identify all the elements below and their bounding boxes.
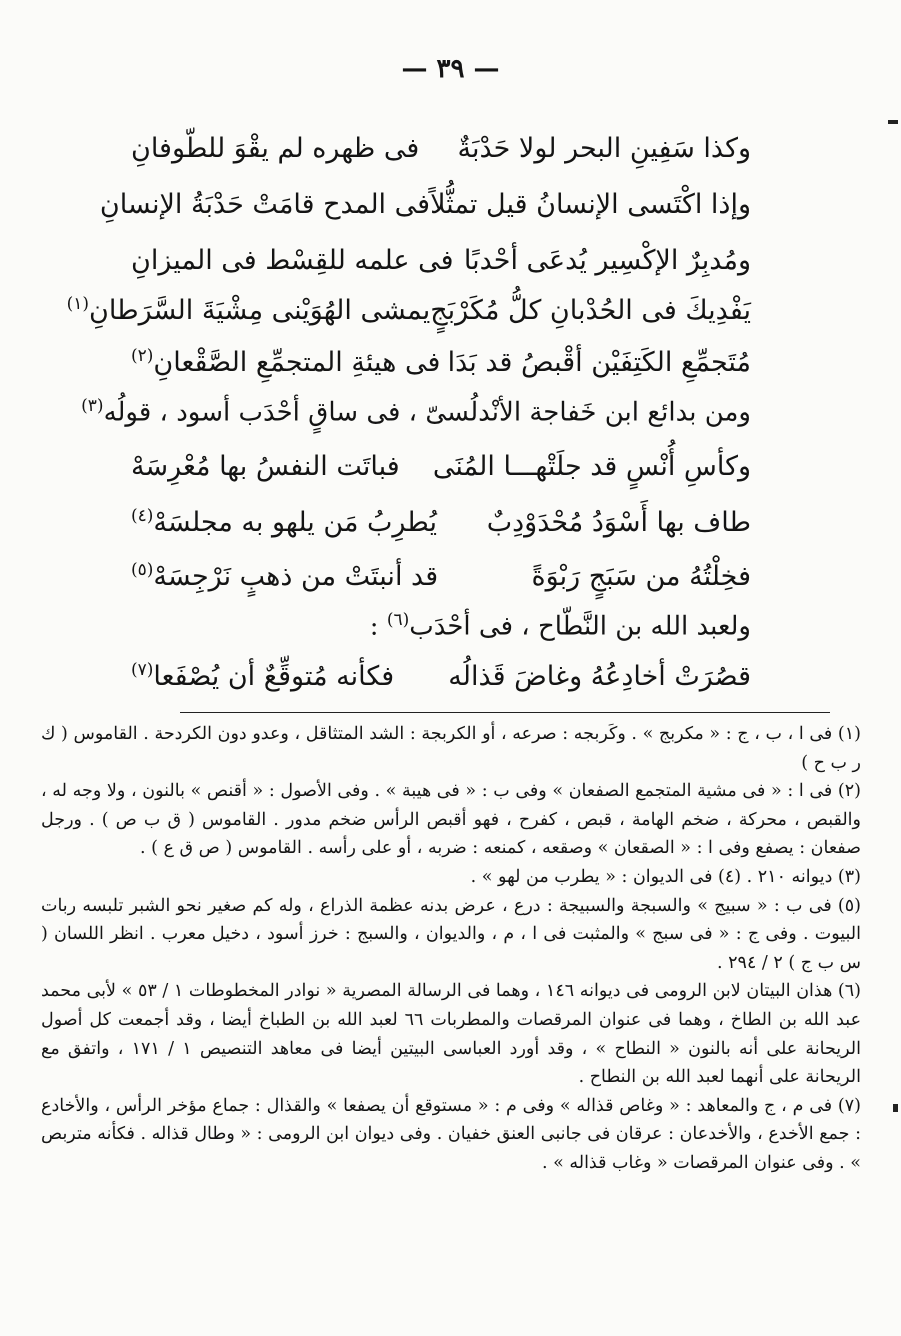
footnote-2: (٢) فى ا : « فى مشية المتجمع الصفعان » وفى ب : « فى هيبة » . وفى الأصول : « أقنص » بالنون ، ولا وجه له ، والقبص ، محركة ، ضخم الهامة ، قبص ، كفرح ، فهو أقبص الرأس ضخم مدور . القاموس ( ق ب ص ) . ورجل صفعان : يصفع وفى ا : « الصقعان » وصقعه ، كمنعه : ضربه ، أو على رأسه . القاموس ( ص ق ع ) .: [41, 781, 861, 859]
verse-5: [131, 334, 751, 390]
verse-hemistich-2: قد أنبتَتْ من ذهبٍ نَرْجِسَهْ$^{(٥)}$: [131, 560, 439, 592]
verse-hemistich-1: وإذا اكْتَسى الإنسانُ قيل تمثُّلاً: [430, 188, 751, 220]
footnote-ref: (١): [66, 294, 90, 314]
verse-hemistich-2: فى هيئةِ المتجمِّعِ الصَّقْعانِ$^{(٢)}$: [131, 346, 441, 378]
verse-hemistich-2: فى علمه للقِسْط فى الميزانِ: [131, 244, 454, 276]
footnote-ref: (٥): [131, 560, 154, 580]
verse-hemistich-1: طاف بها أَسْوَدُ مُحْدَوْدِبٌ: [486, 506, 751, 538]
verse-hemistich-2: فى ظهره لم يقْوَ للطّوفانِ: [131, 132, 420, 164]
verse-6: [131, 438, 751, 494]
verse-hemistich-1: مُتَجمِّعِ الكَتِفَيْن أقْبصُ قد بَدَا: [447, 346, 751, 378]
verse-hemistich-2: فى المدح قامَتْ حَدْبَةُ الإنسانِ: [99, 188, 431, 220]
footnote-5: (٥) فى ب : « سبيج » والسبجة والسبيجة : درع ، عرض بدنه عظمة الذراع ، وله كم صغير نحو الشبر تلبسه ربات البيوت . وفى ج : « فى سبج » والمثبت فى ا ، م ، والديوان ، والسبج : خرز أسود ، دخيل معرب . انظر اللسان ( س ب ج ) ٢ / ٢٩٤ .: [41, 895, 861, 973]
footnote-ref: (٢): [131, 346, 154, 366]
intro-ibn-khafaja: ومن بدائع ابن خَفاجة الأنْدلُسىّ ، فى ساقٍ أحْدَب أسود ، قولُه$^{(٣)}$: [81, 396, 751, 428]
footnote-ref: (٧): [131, 660, 154, 680]
footnote-ref: (٦): [386, 610, 410, 630]
verse-9: [131, 648, 751, 704]
verse-3: [131, 232, 751, 288]
verse-hemistich-1: فخِلْتُهُ من سَبَجٍ رَبْوَةً: [531, 560, 751, 592]
margin-mark: [893, 1104, 898, 1112]
footnote-ref: (٣): [81, 396, 104, 416]
footnote-divider: [180, 712, 830, 713]
footnote-ref: (٤): [131, 506, 154, 526]
page-number: — ٣٩ —: [401, 54, 500, 84]
footnotes: [41, 720, 861, 1178]
verse-hemistich-1: قصُرَتْ أخادِعُهُ وغاضَ قَذالُه: [448, 660, 751, 692]
verse-8: [131, 548, 751, 604]
verse-4: [66, 282, 751, 338]
footnote-1: (١) فى ا ، ب ، ج : « مكربج » . وكَربجه : صرعه ، أو الكربجة : الشد المتثاقل ، وعدو دون الكردحة . القاموس ( ك ر ب ح ): [41, 724, 861, 773]
verse-1: [131, 120, 751, 176]
margin-mark: [888, 120, 898, 124]
verse-hemistich-1: يَفْدِيكَ فى الحُدْبانِ كلُّ مُكَرْبَجٍ: [430, 294, 751, 326]
verse-hemistich-2: يُطرِبُ مَن يلهو به مجلسَهْ$^{(٤)}$: [131, 506, 437, 538]
verse-hemistich-1: وكأسِ أُنْسٍ قد جلَتْهـــا المُنَى: [432, 450, 751, 482]
verse-2: [99, 176, 751, 232]
intro-ibn-nattah: ولعبد الله بن النَّطّاح ، فى أحْدَب$^{(٦)}$ :: [369, 610, 751, 642]
footnote-7: (٧) فى م ، ج والمعاهد : « وغاص قذاله » وفى م : « مستوقع أن يصفعا » والقذال : جماع مؤخر الرأس ، والأخادع : جمع الأخدع ، والأخدعان : عرقان فى جانبى العنق خفيان . وفى ديوان ابن الرومى : « وطال قذاله . فكأنه متربص » . وفى عنوان المرقصات « وغاب قذاله » .: [41, 1095, 861, 1173]
verse-hemistich-2: يمشى الهُوَيْنى مِشْيَةَ السَّرَطانِ$^{(١)}$: [66, 294, 431, 326]
footnote-3-4: (٣) ديوانه ٢١٠ . (٤) فى الديوان : « يطرب من لهو » .: [470, 866, 861, 887]
verse-hemistich-2: فكأنه مُتوقِّعٌ أن يُصْفَعا$^{(٧)}$: [131, 660, 395, 692]
verse-hemistich-2: فباتَت النفسُ بها مُعْرِسَهْ: [131, 450, 400, 482]
verse-7: [131, 494, 751, 550]
verse-hemistich-1: ومُدبِرٌ الإكْسِير يُدعَى أحْدبًا: [463, 244, 751, 276]
footnote-6: (٦) هذان البيتان لابن الرومى فى ديوانه ١٤٦ ، وهما فى الرسالة المصرية « نوادر المخطوطات ١ / ٥٣ » لأبى محمد عبد الله بن الطاخ ، وهما فى عنوان المرقصات والمطربات ٦٦ لعبد الله بن الطباخ أيضا ، وقد أجمعت كل أصول الريحانة على أنه بالنون « النطاح » ، وقد أورد العباسى البيتين أيضا فى معاهد التنصيص ١ / ١٧١ ، واتفق مع الريحانة على أنهما لعبد الله بن النطاح .: [41, 981, 862, 1088]
verse-hemistich-1: وكذا سَفِينِ البحر لولا حَدْبَةٌ: [457, 132, 751, 164]
